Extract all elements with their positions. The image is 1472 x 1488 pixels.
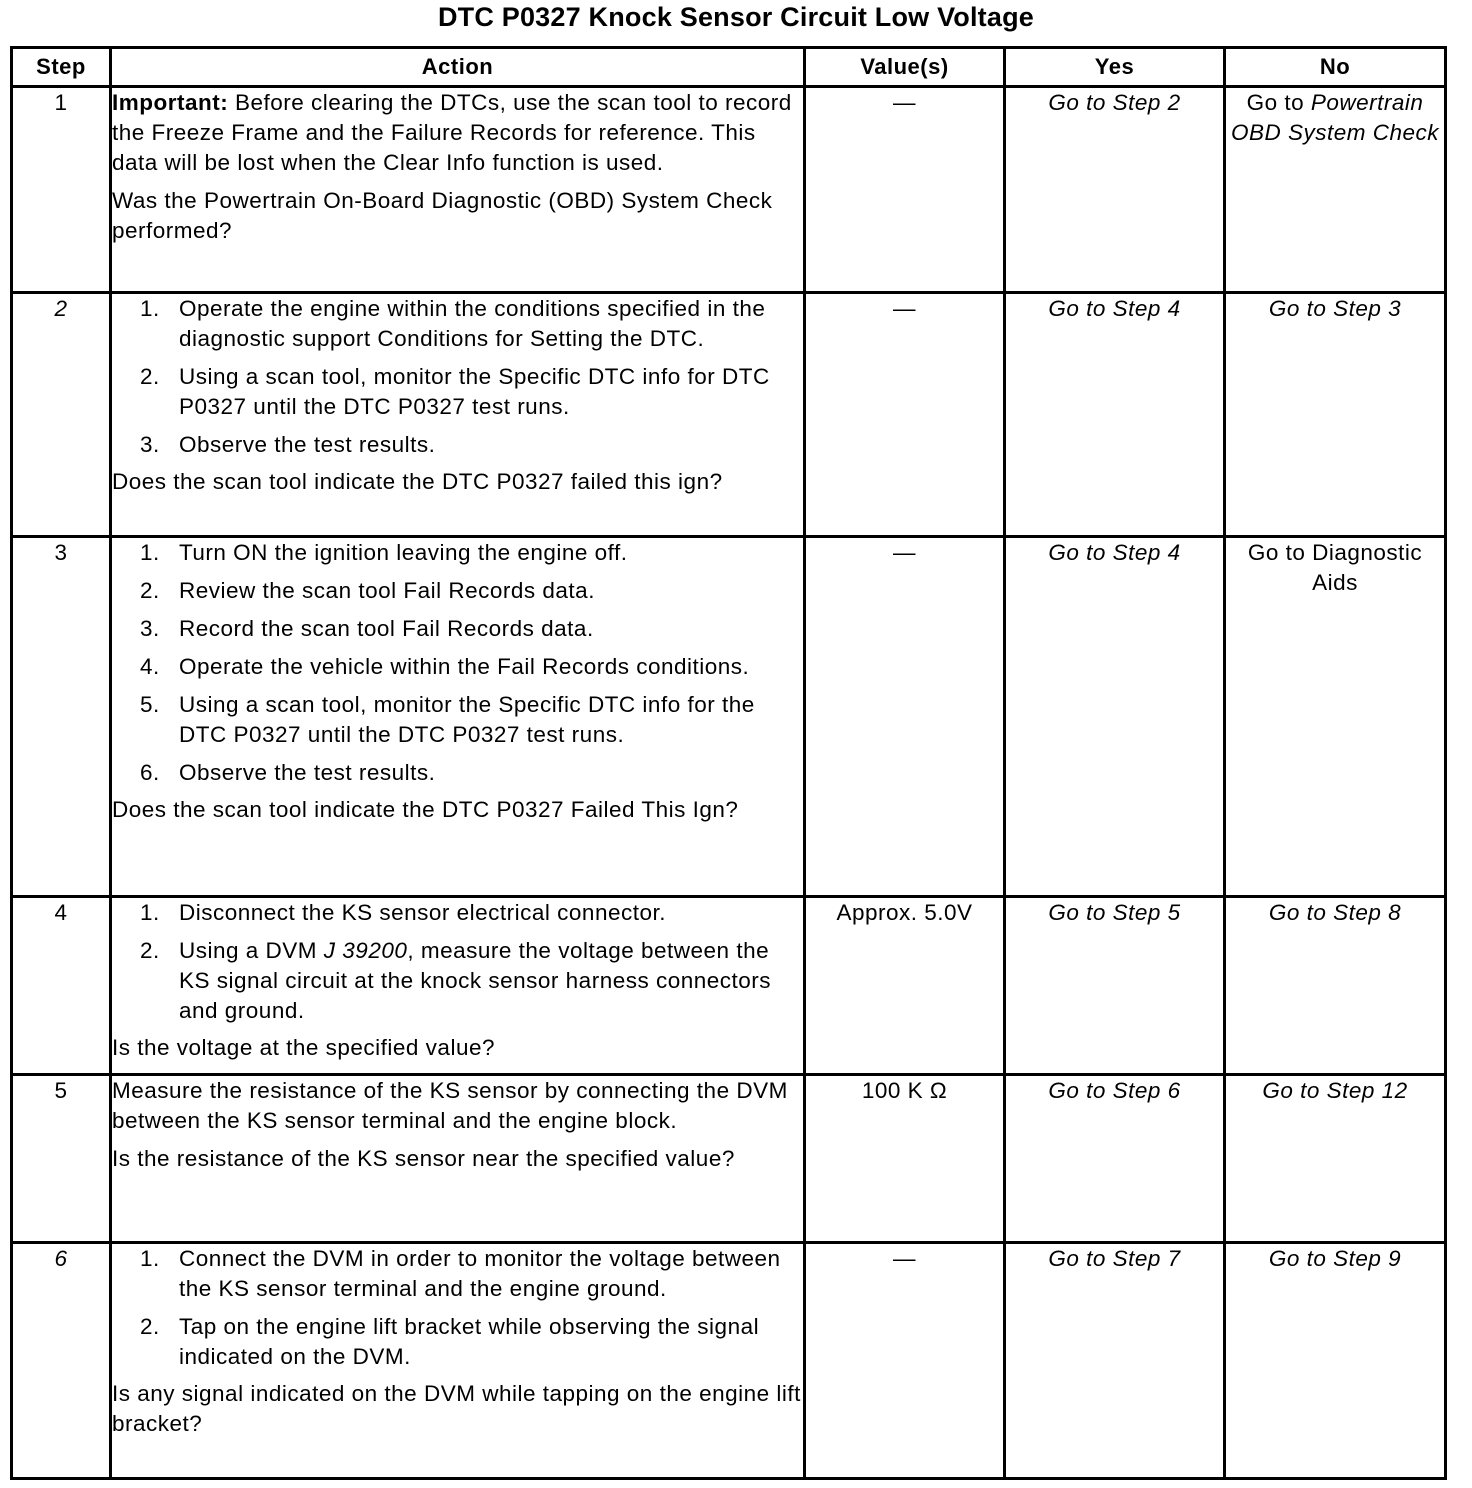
step-question: Does the scan tool indicate the DTC P0327 Failed This Ign? [112, 797, 739, 822]
list-item: 5. Using a scan tool, monitor the Specific DTC info for the DTC P0327 until the DTC P0327 test runs. [140, 692, 755, 747]
header-step: Step [12, 48, 111, 87]
table-row [12, 1243, 1446, 1479]
list-item: 1. Turn ON the ignition leaving the engine off. [140, 540, 628, 565]
list-item: 1. Operate the engine within the conditions specified in the diagnostic support Conditions for Setting the DTC. [140, 296, 766, 351]
important-text: Before clearing the DTCs, use the scan tool to record the Freeze Frame and the Failure Records for reference. This data will be lost when the Clear Info function is used. [112, 90, 792, 175]
page-title: DTC P0327 Knock Sensor Circuit Low Voltage [437, 2, 1035, 32]
step-number: 6 [12, 1243, 111, 1479]
no-link[interactable]: Go to Step 12 [1262, 1078, 1408, 1103]
no-prefix: Go to [1246, 90, 1311, 115]
value-cell: — [805, 1243, 1005, 1479]
action-cell [111, 87, 805, 293]
list-item: 2. Using a DVM J 39200, measure the voltage between the KS signal circuit at the knock sensor harness connectors and ground. [140, 938, 772, 1023]
yes-cell [1005, 87, 1225, 293]
yes-link[interactable]: Go to Step 4 [1048, 540, 1181, 565]
action-list [112, 1244, 803, 1372]
value-cell: — [805, 293, 1005, 537]
no-target: Powertrain OBD System Check [1230, 90, 1440, 145]
action-cell [111, 1243, 805, 1479]
header-no: No [1225, 48, 1446, 87]
no-link[interactable]: Go to Step 8 [1268, 900, 1402, 925]
step-question: Does the scan tool indicate the DTC P0327 failed this ign? [112, 469, 723, 494]
no-cell [1225, 87, 1446, 293]
yes-link[interactable]: Go to Step 4 [1048, 296, 1181, 321]
action-cell [111, 537, 805, 897]
yes-link[interactable]: Go to Step 2 [1048, 90, 1181, 115]
header-yes: Yes [1005, 48, 1225, 87]
action-cell [111, 1075, 805, 1243]
no-cell [1225, 897, 1446, 1075]
table-row [12, 87, 1446, 293]
value-cell: — [805, 537, 1005, 897]
yes-link[interactable]: Go to Step 6 [1048, 1078, 1181, 1103]
action-cell [111, 293, 805, 537]
list-item: 6. Observe the test results. [140, 760, 436, 785]
step-number: 3 [12, 537, 111, 897]
action-list [112, 898, 803, 1026]
table-header-row [12, 48, 1446, 87]
table-row [12, 293, 1446, 537]
table-row [12, 1075, 1446, 1243]
action-list [112, 294, 803, 460]
list-item: 4. Operate the vehicle within the Fail Records conditions. [140, 654, 750, 679]
yes-cell [1005, 897, 1225, 1075]
yes-cell [1005, 1243, 1225, 1479]
table-row [12, 537, 1446, 897]
no-cell [1225, 1075, 1446, 1243]
step-number: 2 [12, 293, 111, 537]
action-paragraph: Measure the resistance of the KS sensor by connecting the DVM between the KS sensor terminal and the engine block. [112, 1078, 788, 1133]
value-cell: 100 K Ω [805, 1075, 1005, 1243]
yes-link[interactable]: Go to Step 7 [1048, 1246, 1181, 1271]
list-item: 1. Disconnect the KS sensor electrical connector. [140, 900, 666, 925]
value-cell: — [805, 87, 1005, 293]
no-link[interactable]: Go to Step 3 [1268, 296, 1402, 321]
list-item: 2. Review the scan tool Fail Records data. [140, 578, 595, 603]
header-action: Action [111, 48, 805, 87]
list-item: 2. Using a scan tool, monitor the Specific DTC info for DTC P0327 until the DTC P0327 test runs. [140, 364, 770, 419]
yes-cell [1005, 293, 1225, 537]
yes-link[interactable]: Go to Step 5 [1048, 900, 1181, 925]
yes-cell [1005, 537, 1225, 897]
no-link[interactable] [1226, 88, 1444, 150]
step-number: 5 [12, 1075, 111, 1243]
important-label: Important: [112, 90, 229, 115]
list-item: 2. Tap on the engine lift bracket while observing the signal indicated on the DVM. [140, 1314, 760, 1369]
no-link[interactable]: Go to Diagnostic Aids [1247, 540, 1423, 595]
no-cell [1225, 1243, 1446, 1479]
tool-number: J 39200 [323, 938, 408, 963]
action-list [112, 538, 803, 788]
step-question: Is the voltage at the specified value? [112, 1035, 495, 1060]
action-cell [111, 897, 805, 1075]
step-number: 1 [12, 87, 111, 293]
step-question: Was the Powertrain On-Board Diagnostic (OBD) System Check performed? [112, 188, 773, 243]
list-item: 3. Record the scan tool Fail Records data. [140, 616, 594, 641]
no-link[interactable]: Go to Step 9 [1268, 1246, 1402, 1271]
list-item: 1. Connect the DVM in order to monitor the voltage between the KS sensor terminal and the engine ground. [140, 1246, 781, 1301]
yes-cell [1005, 1075, 1225, 1243]
step-number: 4 [12, 897, 111, 1075]
value-cell: Approx. 5.0V [805, 897, 1005, 1075]
list-item: 3. Observe the test results. [140, 432, 436, 457]
no-cell [1225, 537, 1446, 897]
step-question: Is any signal indicated on the DVM while tapping on the engine lift bracket? [112, 1381, 801, 1436]
important-note [112, 88, 803, 178]
header-values: Value(s) [805, 48, 1005, 87]
step-question: Is the resistance of the KS sensor near the specified value? [112, 1146, 735, 1171]
no-cell [1225, 293, 1446, 537]
table-row [12, 897, 1446, 1075]
diagnostic-table [10, 46, 1447, 1480]
